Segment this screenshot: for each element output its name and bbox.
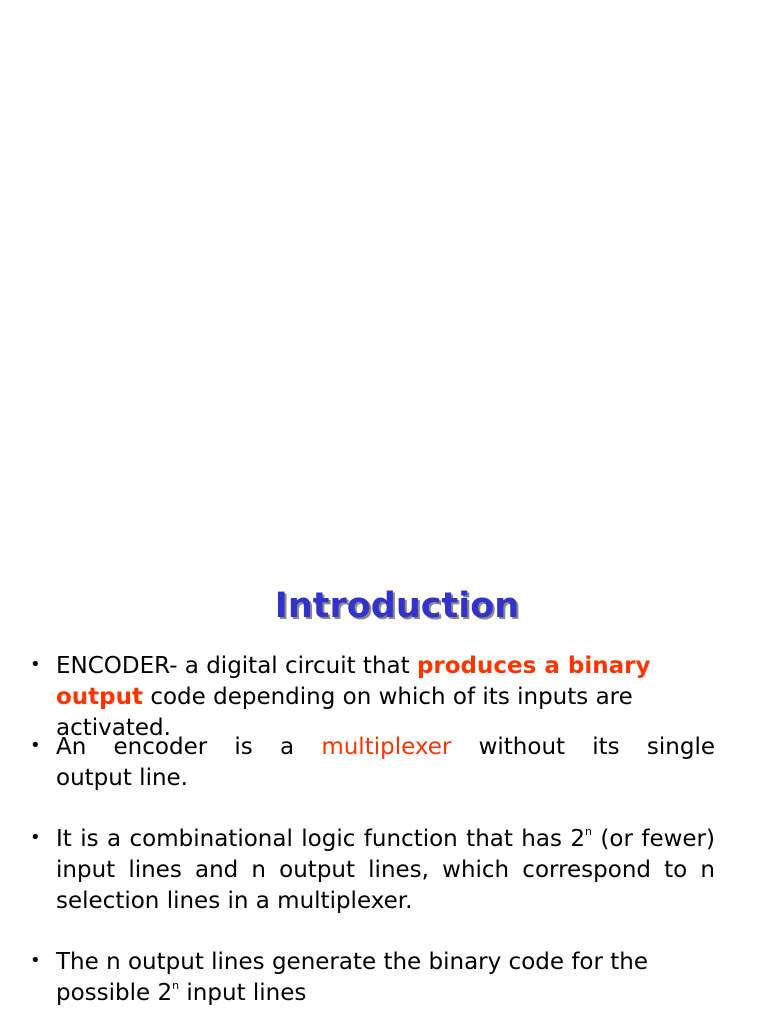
bullet-text-4 bbox=[56, 947, 721, 1009]
bullet-2-line-1 bbox=[56, 732, 715, 763]
bullet-3-superscript: n bbox=[585, 825, 592, 838]
bullet-dot-icon: • bbox=[30, 950, 41, 971]
slide-title: Introduction bbox=[274, 586, 520, 626]
word: encoder bbox=[113, 734, 208, 760]
bullet-1-post: code depending on which of its inputs are activated. bbox=[56, 684, 633, 741]
bullet-2-line-2: output line. bbox=[56, 765, 188, 791]
bullet-4-post: input lines bbox=[179, 980, 307, 1006]
bullet-3-rest: (or fewer) input lines and n output lines, which correspond to n selection lines in a multiplexer. bbox=[56, 826, 715, 914]
bullet-text-2 bbox=[56, 732, 716, 794]
bullet-dot-icon: • bbox=[30, 827, 41, 848]
bullet-4-pre: The n output lines generate the binary code for the possible 2 bbox=[56, 949, 649, 1006]
bullet-text-1 bbox=[56, 651, 726, 744]
bullet-2-highlight: multiplexer bbox=[321, 734, 452, 760]
bullet-3-pre: It is a combinational logic function that has 2 bbox=[56, 826, 586, 852]
word: single bbox=[646, 734, 715, 760]
word: An bbox=[56, 734, 87, 760]
word: without bbox=[478, 734, 566, 760]
bullet-1-highlight: produces a binary output bbox=[56, 653, 651, 710]
bullet-dot-icon: • bbox=[30, 654, 41, 675]
word: is bbox=[234, 734, 253, 760]
word: its bbox=[592, 734, 620, 760]
bullet-dot-icon: • bbox=[30, 735, 41, 756]
bullet-4-superscript: n bbox=[172, 979, 180, 992]
word: a bbox=[280, 734, 295, 760]
bullet-1-pre: ENCODER- a digital circuit that bbox=[56, 653, 417, 679]
bullet-text-3 bbox=[56, 824, 715, 917]
